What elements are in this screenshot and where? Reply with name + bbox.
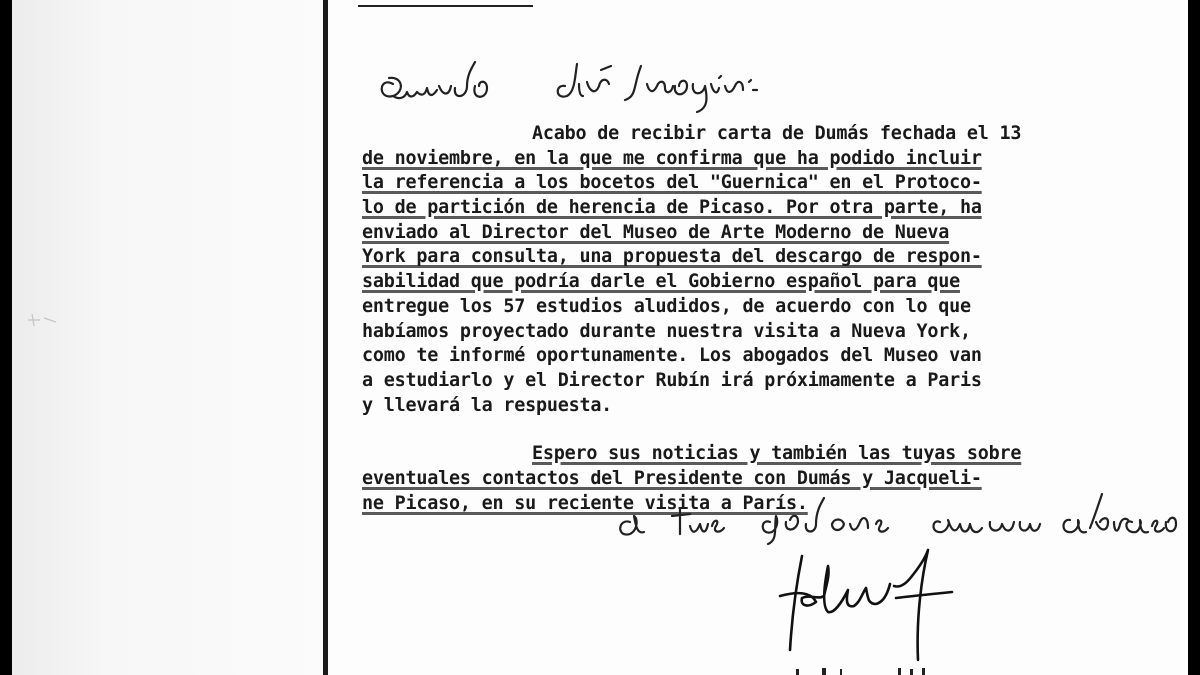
letter-line: lo de partición de herencia de Picaso. Por otra parte, ha [362,197,982,219]
letter-line: eventuales contactos del Presidente con Dumás y Jacqueli- [362,467,982,489]
letter-line: a estudiarlo y el Director Rubín irá próximamente a Paris [362,369,982,391]
paper-speck-mark [26,300,60,340]
scan-border-left [0,0,12,675]
handwritten-salutation [375,56,845,116]
letter-line: habíamos proyectado durante nuestra visita a Nueva York, [362,320,971,342]
paragraph-1 [362,122,1184,418]
letter-line: sabilidad que podría darle el Gobierno español para que [362,271,960,293]
letter-line: entregue los 57 estudios aludidos, de acuerdo con lo que [362,295,971,317]
scan-border-right [1188,0,1200,675]
letter-line: Acabo de recibir carta de Dumás fechada el 13 [532,123,1022,144]
handwritten-signature [772,546,982,664]
facing-page [12,0,324,675]
letterhead-rule [358,5,533,7]
cropped-typed-text [780,666,940,675]
letter-line: y llevará la respuesta. [362,394,613,416]
letter-line: la referencia a los bocetos del "Guernica" en el Protoco- [362,172,982,194]
letter-line: enviado al Director del Museo de Arte Moderno de Nueva [362,221,950,243]
letter-body [362,122,1184,516]
letter-line: Espero sus noticias y también las tuyas sobre [532,443,1022,465]
handwritten-closing [610,488,1180,548]
letter-line: ne Picaso, en su reciente visita a París. [362,492,808,514]
letter-line: de noviembre, en la que me confirma que ha podido incluir [362,147,982,169]
letter-line: York para consulta, una propuesta del descargo de respon- [362,246,982,268]
letter-line: como te informé oportunamente. Los abogados del Museo van [362,345,982,367]
